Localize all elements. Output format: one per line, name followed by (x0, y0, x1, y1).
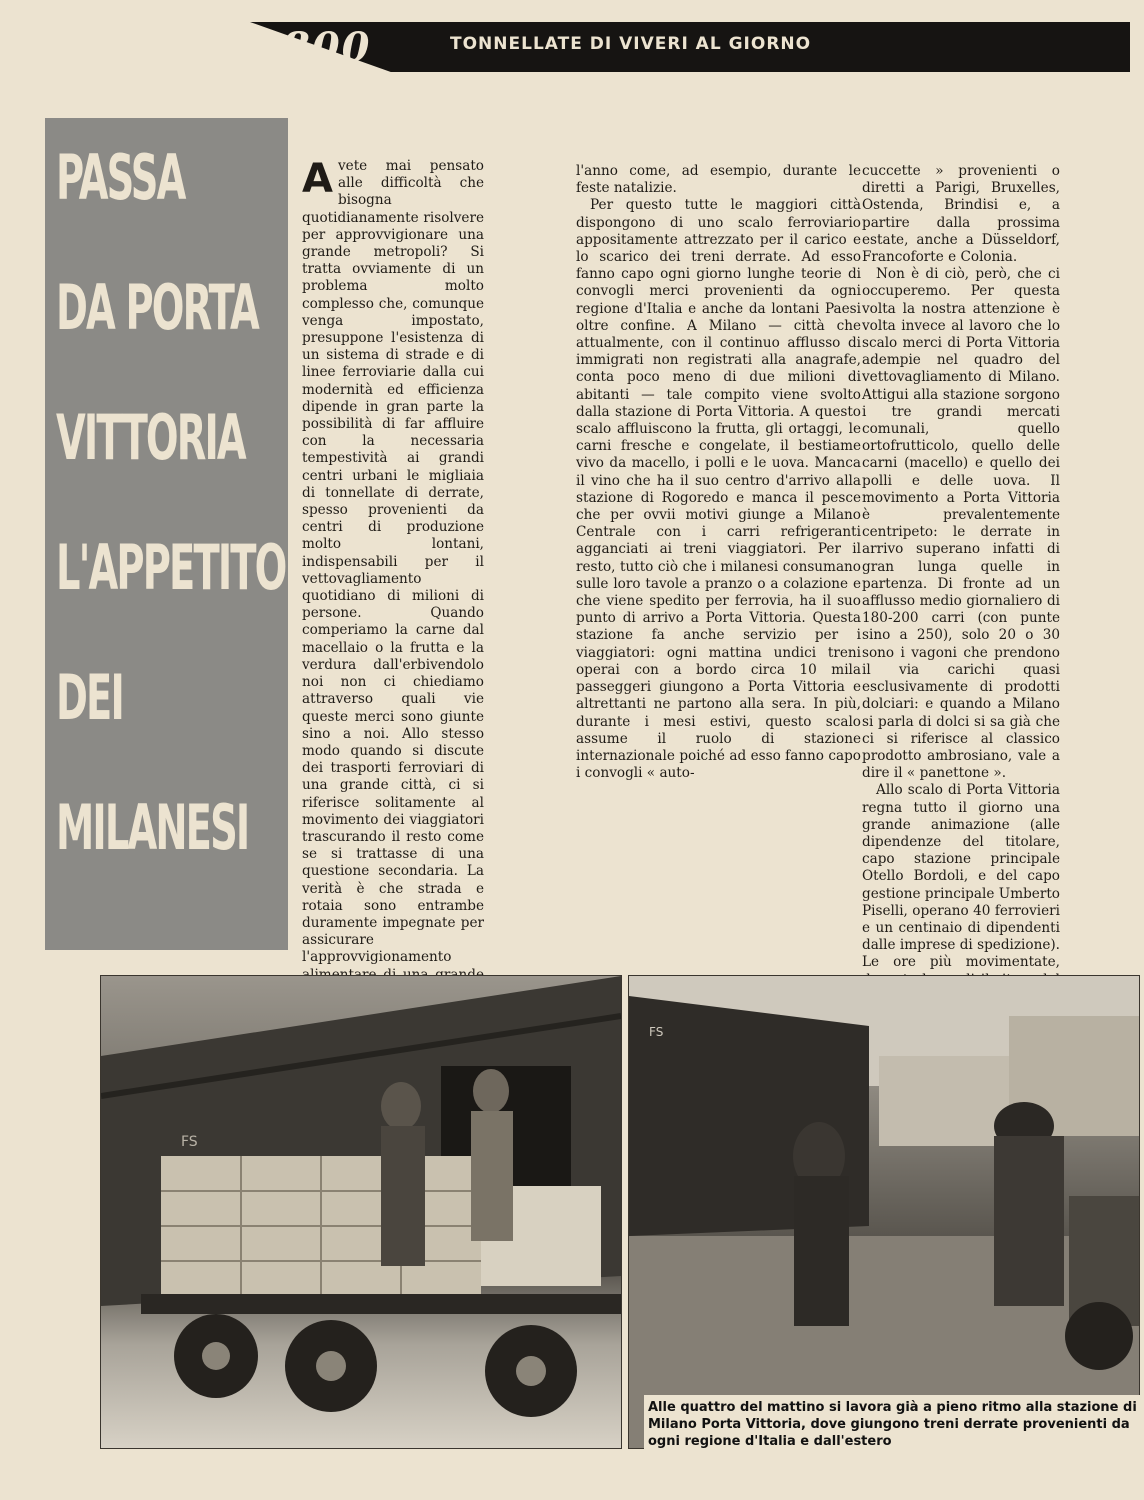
headline-line: DEI (56, 661, 123, 734)
headline-line: L'APPETITO (56, 531, 286, 604)
article-paragraph: Per questo tutte le maggiori città dispongono di uno scalo ferroviario appositamente attrezzato per il carico e lo scarico dei treni derrate. Ad esso fanno capo ogni giorno lunghe teorie di convogli merci provenienti da ogni regione d'Italia e anche da lontani Paesi oltre confine. A Milano — città che attualmente, con il continuo afflusso di immigrati non registrati alla anagrafe, conta poco meno di due milioni di abitanti — tale compito viene svolto dalla stazione di Porta Vittoria. A questo scalo affluiscono la frutta, gli ortaggi, le carni fresche e congelate, il bestiame vivo da macello, i polli e le uova. Manca il vino che ha il suo centro d'arrivo alla stazione di Rogoredo e manca il pesce che per ovvii motivi giunge a Milano Centrale con i carri refrigeranti agganciati ai treni viaggiatori. Per il resto, tutto ciò che i milanesi consumano sulle loro tavole a pranzo o a colazione e che viene spedito per ferrovia, ha il suo punto di arrivo a Porta Vittoria. Questa stazione fa anche servizio per i viaggiatori: ogni mattina undici treni operai con a bordo circa 10 mila passeggeri giungono a Porta Vittoria e altrettanti ne partono alla sera. In più, durante i mesi estivi, questo scalo assume il ruolo di stazione internazionale poiché ad esso fanno capo i convogli « auto- (576, 197, 861, 782)
headline (56, 138, 286, 918)
wagon-mark: FS (649, 1025, 664, 1039)
photo-right-illustration (629, 976, 1139, 1448)
headline-line: VITTORIA (56, 401, 245, 474)
article-column-2 (576, 163, 861, 782)
photo-left-illustration (101, 976, 621, 1448)
article-paragraph: cuccette » provenienti o diretti a Parigi, Bruxelles, Ostenda, Brindisi e, a partire dalla prossima estate, anche a Düsseldorf, Francoforte e Colonia. (862, 163, 1060, 266)
drop-cap: A (302, 156, 333, 202)
cart-platform (141, 1294, 621, 1314)
cart-hub (316, 1351, 346, 1381)
worker-figure (381, 1082, 421, 1130)
wagon-mark: FS (181, 1134, 198, 1150)
cart-hub (202, 1342, 230, 1370)
man-figure (794, 1176, 849, 1326)
cart-wheel (1065, 1302, 1133, 1370)
worker-figure (381, 1126, 425, 1266)
article-paragraph: Non è di ciò, però, che ci occuperemo. Per questa volta la nostra attenzione è volta invece al lavoro che lo scalo merci di Porta Vittoria adempie nel quadro del vettovagliamento di Milano. Attigui alla stazione sorgono i tre grandi mercati comunali, quello ortofrutticolo, quello delle carni (macello) e quello dei polli e delle uova. Il movimento a Porta Vittoria è prevalentemente centripeto: le derrate in arrivo superano infatti di gran lunga quelle in partenza. Di fronte ad un afflusso medio giornaliero di 180-200 carri (con punte sino a 250), solo 20 o 30 sono i vagoni che prendono il via carichi quasi esclusivamente di prodotti dolciari: e quando a Milano si parla di dolci si sa già che ci si riferisce al classico prodotto ambrosiano, vale a dire il « panettone ». (862, 266, 1060, 782)
cart-hub (516, 1356, 546, 1386)
horse-body (994, 1136, 1064, 1306)
headline-line: PASSA (56, 141, 185, 214)
worker-figure (471, 1111, 513, 1241)
photo-caption: Alle quattro del mattino si lavora già a pieno ritmo alla stazione di Milano Porta Vittoria, dove giungono treni derrate provenienti da ogni regione d'Italia e dall'estero (644, 1395, 1144, 1454)
banner-number: 800 (282, 24, 372, 71)
article-paragraph: Allo scalo di Porta Vittoria regna tutto il giorno una grande animazione (alle dipendenze del titolare, capo stazione principale Otello Bordoli, e del capo gestione principale Umberto Piselli, operano 40 ferrovieri e un centinaio di dipendenti dalle imprese di spedizione). Le ore più movimentate, (862, 782, 1060, 971)
banner-title: TONNELLATE DI VIVERI AL GIORNO (450, 34, 812, 54)
headline-line: DA PORTA (56, 271, 258, 344)
photo-station-yard (628, 975, 1140, 1449)
article-text: vete mai pensato alle difficoltà che bisogna quotidianamente risolvere per approvvigionare una grande metropoli? Si tratta ovviamente di un problema molto complesso che, comunque venga impostato, presuppone l'esistenza di un sistema di strade e di linee ferroviarie dalla cui modernità ed efficienza dipende in gran parte la possibilità di far affluire con la necessaria tempestività ai grandi centri urbani le migliaia di tonnellate di derrate, spesso provenienti da centri di produzione molto lontani, indispensabili per il vettovagliamento quotidiano di milioni di persone. Quando comperiamo la carne dal macellaio o la frutta e la verdura dall'erbivendolo noi non ci chiediamo attraverso quali vie queste merci sono giunte sino a noi. Allo stesso modo quando si discute dei trasporti ferroviari di una grande città, ci si riferisce solitamente al movimento dei viaggiatori trascurando il resto come se si trattasse di una questione secondaria. La verità è che strada e rotaia sono entrambe duramente impegnate per assicurare l'approvvigionamento (302, 158, 484, 966)
article-paragraph: l'anno come, ad esempio, durante le feste natalizie. (576, 163, 861, 197)
worker-figure (473, 1069, 509, 1113)
photo-unloading-wagon (100, 975, 622, 1449)
headline-line: MILANESI (56, 791, 249, 864)
article-column-3 (862, 163, 1060, 1040)
